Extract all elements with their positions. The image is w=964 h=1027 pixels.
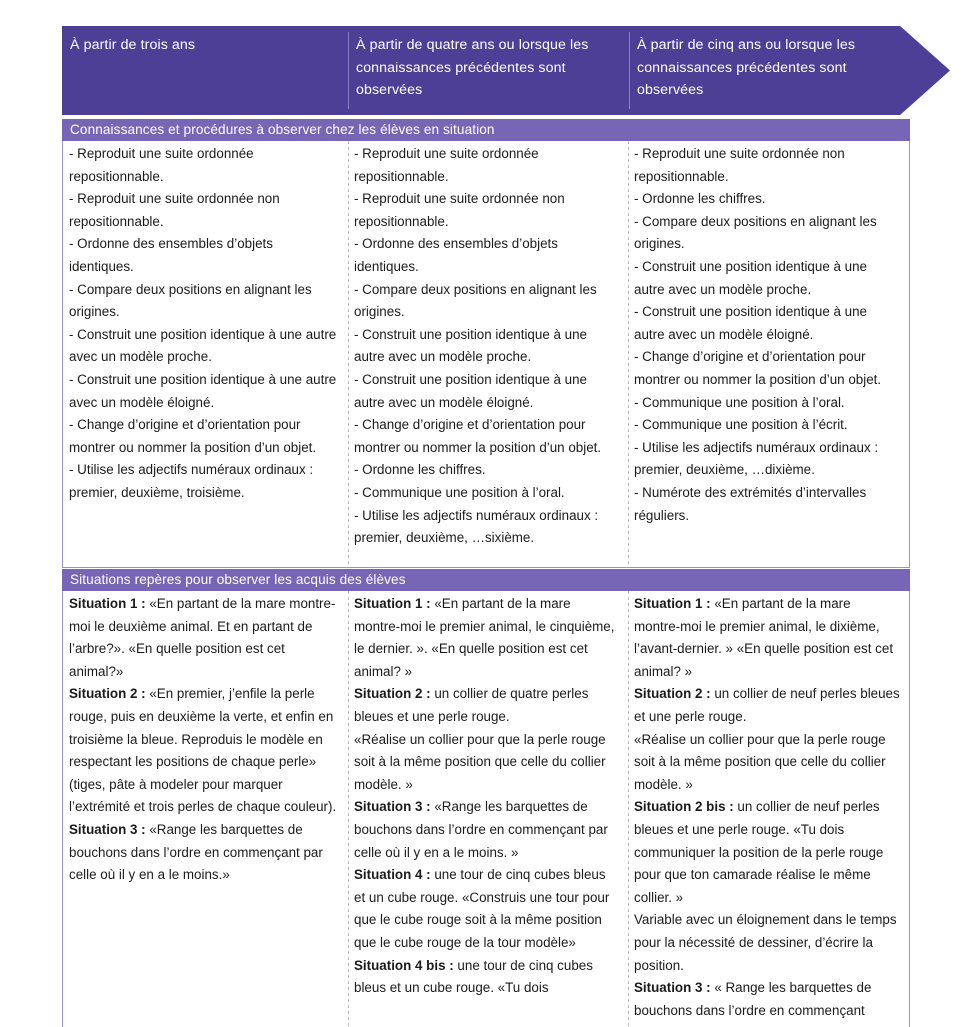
- header-arrow-banner: [62, 26, 950, 115]
- statement-line: - Construit une position identique à une autre avec un modèle éloigné.: [634, 304, 868, 342]
- section-2-banner-label: Situations repères pour observer les acquis des élèves: [70, 572, 406, 587]
- statement-line: - Communique une position à l’oral.: [634, 394, 845, 410]
- situation-label: Situation 3 :: [634, 980, 711, 996]
- situation-item: Situation 3 : «Range les barquettes de bouchons dans l’ordre en commençant par celle où il y en a le moins. »: [354, 799, 608, 860]
- statement-line: - Compare deux positions en alignant les origines.: [634, 213, 877, 252]
- section-1-banner-label: Connaissances et procédures à observer chez les élèves en situation: [70, 122, 495, 137]
- section-2-cell-3: [628, 591, 909, 1027]
- statement-line: - Utilise les adjectifs numéraux ordinaux : premier, deuxième, …sixième.: [354, 507, 599, 546]
- statement-line: - Compare deux positions en alignant les origines.: [354, 281, 597, 320]
- statement-line: - Numérote des extrémités d’intervalles réguliers.: [634, 484, 867, 523]
- statement-line: - Utilise les adjectifs numéraux ordinaux : premier, deuxième, …dixième.: [634, 439, 879, 478]
- section-1-row: [62, 141, 910, 568]
- statement-line: - Construit une position identique à une autre avec un modèle éloigné.: [69, 371, 337, 410]
- section-2-banner: [62, 568, 910, 591]
- situation-item: Situation 2 : un collier de quatre perles bleues et une perle rouge.: [354, 686, 589, 724]
- situation-label: Situation 1 :: [634, 596, 711, 611]
- situation-item: Situation 2 : un collier de neuf perles bleues et une perle rouge.: [634, 686, 900, 724]
- situation-item: Situation 3 : «Range les barquettes de bouchons dans l’ordre en commençant par celle où il y en a le moins.»: [69, 821, 323, 883]
- situation-label: Situation 4 :: [354, 867, 431, 883]
- statement-line: - Construit une position identique à une autre avec un modèle proche.: [634, 258, 868, 297]
- situation-label: Situation 2 bis :: [634, 799, 734, 815]
- situation-item: Situation 1 : «En partant de la mare montre-moi le deuxième animal. Et en partant de l’arbre?». «En quelle position est cet animal?»: [69, 596, 336, 679]
- statement-line: - Ordonne des ensembles d’objets identiques.: [354, 236, 558, 274]
- statement-line: - Reproduit une suite ordonnée repositionnable.: [69, 146, 254, 184]
- situation-item: Situation 3 : « Range les barquettes de bouchons dans l’ordre en commençant: [634, 980, 872, 1018]
- situation-label: Situation 2 :: [354, 686, 431, 702]
- statement-line: - Reproduit une suite ordonnée repositionnable.: [354, 146, 539, 184]
- situation-label: Situation 4 bis :: [354, 957, 454, 973]
- statement-line: - Construit une position identique à une autre avec un modèle éloigné.: [354, 371, 588, 410]
- situation-label: Situation 3 :: [69, 821, 146, 837]
- statement-line: - Reproduit une suite ordonnée non repositionnable.: [634, 146, 845, 184]
- statement-line: - Ordonne les chiffres.: [634, 191, 766, 207]
- statement-line: - Reproduit une suite ordonnée non repositionnable.: [69, 191, 280, 229]
- statement-line: - Reproduit une suite ordonnée non repositionnable.: [354, 191, 565, 229]
- section-1-banner: [62, 118, 910, 141]
- statement-line: - Change d’origine et d’orientation pour montrer ou nommer la position d’un objet.: [634, 349, 882, 387]
- statement-line: - Communique une position à l’écrit.: [634, 417, 848, 433]
- header-col-1-label: À partir de trois ans: [70, 37, 196, 53]
- situation-label: Situation 2 :: [69, 686, 146, 702]
- section-2-cell-1: [63, 591, 348, 1027]
- situation-item: Variable avec un éloignement dans le temps pour la nécessité de dessiner, d’écrire la position.: [634, 912, 897, 973]
- section-2-row: [62, 591, 910, 1027]
- statement-line: - Ordonne les chiffres.: [354, 462, 486, 478]
- situation-item: Situation 1 : «En partant de la mare montre-moi le premier animal, le dixième, l’avant-dernier. » «En quelle position est cet animal? »: [634, 596, 894, 679]
- statement-line: - Change d’origine et d’orientation pour montrer ou nommer la position d’un objet.: [354, 417, 602, 455]
- situation-item: Situation 2 bis : un collier de neuf perles bleues et une perle rouge. «Tu dois communiquer la position de la perle rouge pour que ton camarade réalise le même collier. »: [634, 799, 884, 905]
- statement-line: - Communique une position à l’oral.: [354, 484, 565, 500]
- situation-item: «Réalise un collier pour que la perle rouge soit à la même position que celle du collier modèle. »: [634, 731, 886, 792]
- situation-label: Situation 1 :: [69, 596, 146, 611]
- statement-line: - Construit une position identique à une autre avec un modèle proche.: [354, 326, 588, 365]
- situation-label: Situation 3 :: [354, 799, 431, 815]
- header-col-3: [629, 26, 910, 115]
- section-1-cell-2: [348, 141, 628, 567]
- situation-item: Situation 4 : une tour de cinq cubes bleus et un cube rouge. «Construis une tour pour que le cube rouge soit à la même position que le cube rouge de la tour modèle»: [354, 867, 610, 950]
- statement-line: - Construit une position identique à une autre avec un modèle proche.: [69, 326, 337, 365]
- situation-item: Situation 4 bis : une tour de cinq cubes bleus et un cube rouge. «Tu dois: [354, 957, 593, 996]
- situation-label: Situation 2 :: [634, 686, 711, 702]
- statement-line: - Change d’origine et d’orientation pour montrer ou nommer la position d’un objet.: [69, 417, 317, 455]
- header-col-2: [348, 26, 629, 115]
- statement-line: - Utilise les adjectifs numéraux ordinaux : premier, deuxième, troisième.: [69, 462, 314, 500]
- statement-line: - Ordonne des ensembles d’objets identiques.: [69, 236, 273, 274]
- header-col-2-label: À partir de quatre ans ou lorsque les connaissances précédentes sont observées: [356, 37, 589, 98]
- section-2-cell-2: [348, 591, 628, 1027]
- header-col-1: [62, 26, 348, 115]
- section-1-cell-3: [628, 141, 909, 567]
- statement-line: - Compare deux positions en alignant les origines.: [69, 281, 312, 320]
- header-col-3-label: À partir de cinq ans ou lorsque les connaissances précédentes sont observées: [637, 37, 856, 98]
- situation-item: Situation 1 : «En partant de la mare montre-moi le premier animal, le cinquième, le dernier. ». «En quelle position est cet animal? »: [354, 596, 615, 679]
- section-1-cell-1: [63, 141, 348, 567]
- situation-label: Situation 1 :: [354, 596, 431, 611]
- header-row: [62, 26, 910, 115]
- situation-item: «Réalise un collier pour que la perle rouge soit à la même position que celle du collier modèle. »: [354, 731, 606, 792]
- situation-item: Situation 2 : «En premier, j’enfile la perle rouge, puis en deuxième la verte, et enfin en troisième la bleue. Reproduis le modèle en respectant les positions de chaque perle» (tiges, pâte à modeler pour marquer l’extrémité et trois perles de chaque couleur).: [69, 686, 337, 815]
